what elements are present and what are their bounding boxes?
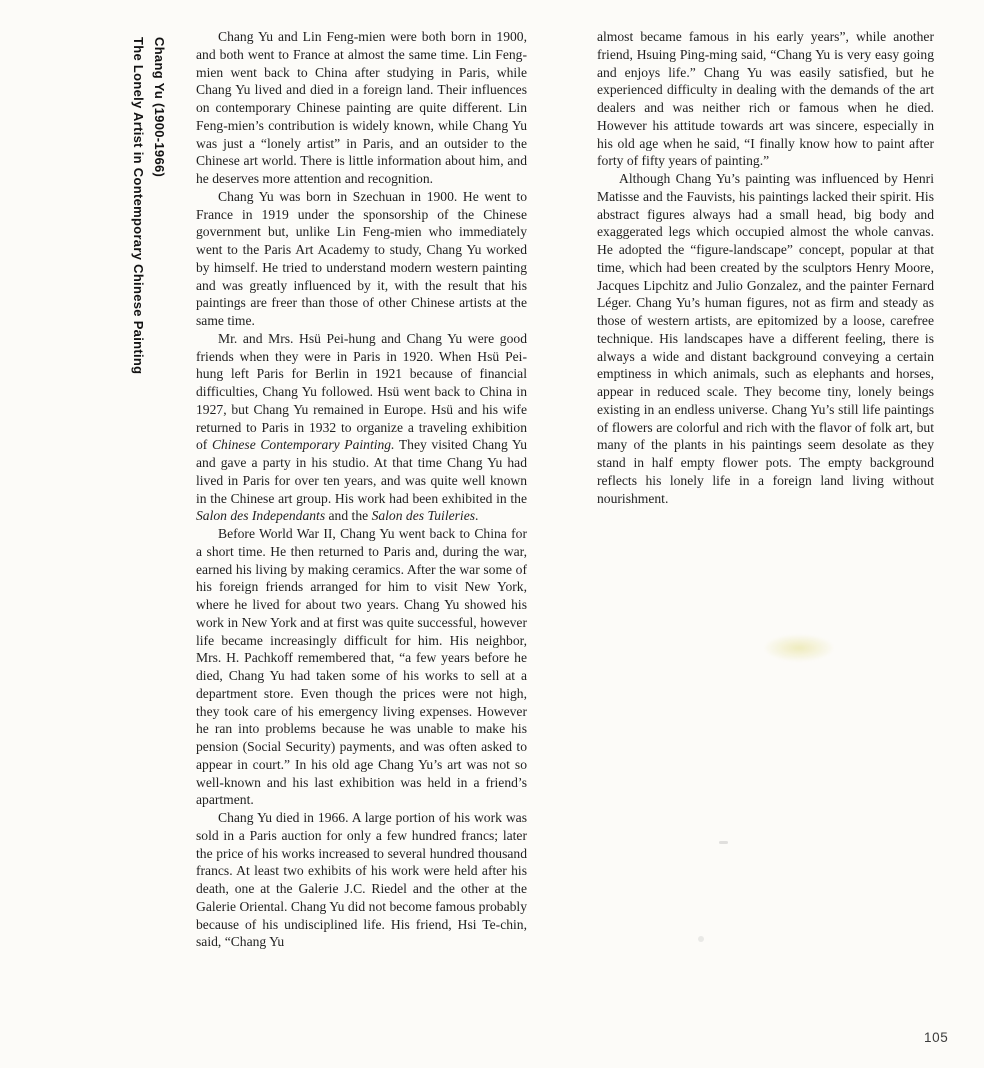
paragraph: [597, 170, 934, 507]
text-run: Before World War II, Chang Yu went back to China for a short time. He then returned to Paris and, during the war, earned his living by making ceramics. After the war some of his foreign friends arranged for him to visit New York, where he lived for about two years. Chang Yu showed his work in New York and at first was quite successful, however life became increasingly difficult for him. His neighbor, Mrs. H. Pachkoff remembered that, “a few years before he died, Chang Yu had taken some of his works to sell at a department store. Even though the prices were not high, they took care of his emergency living expenses. However he ran into problems because he was unable to make his pension (Social Security) payments, and was often asked to appear in court.” In his old age Chang Yu’s art was not so well-known and his last exhibition was held in a friend’s apartment.: [196, 526, 527, 808]
italic-text-run: Chinese Contemporary Painting.: [211, 437, 395, 453]
paragraph: [196, 28, 527, 188]
text-run: Chang Yu died in 1966. A large portion of his work was sold in a Paris auction for only a few hundred francs; later the price of his works increased to several hundred thousand francs. At least two exhibits of his work were held after his death, one at the Galerie J.C. Riedel and the other at the Galerie Oriental. Chang Yu did not become famous probably because of his undisciplined life. His friend, Hsi Te-chin, said, “Chang Yu: [196, 810, 527, 950]
text-run: almost became famous in his early years”, while another friend, Hsuing Ping-ming said, “Chang Yu is very easy going and enjoys life.” Chang Yu was easily satisfied, but he experienced difficulty in dealing with the demands of the art dealers and was neither rich or famous when he died. However his attitude towards art was sincere, especially in his old age when he said, “I finally know how to paint after forty of fifty years of painting.”: [597, 29, 934, 169]
text-column-right: [597, 28, 934, 507]
text-run: They visited Chang Yu and gave a party in his studio. At that time Chang Yu had lived in Paris for over ten years, and was quite well known in the Chinese art group. His work had been exhibited in the: [196, 437, 527, 506]
text-run: .: [475, 508, 479, 524]
text-column-left: [196, 28, 527, 951]
text-run: Chang Yu and Lin Feng-mien were both born in 1900, and both went to France at almost the same time. Lin Feng-mien went back to China after studying in Paris, while Chang Yu lived and died in a foreign land. Their influences on contemporary Chinese painting are quite different. Lin Feng-mien’s contribution is widely known, while Chang Yu was just a “lonely artist” in Paris, and an outsider to the Chinese art world. There is little information about him, and he deserves more attention and recognition.: [196, 29, 527, 186]
text-run: and the: [325, 508, 372, 524]
text-run: Mr. and Mrs. Hsü Pei-hung and Chang Yu were good friends when they were in Paris in 1920. When Hsü Pei-hung left Paris for Berlin in 1921 because of financial difficulties, Chang Yu followed. Hsü went back to China in 1927, but Chang Yu remained in Europe. Hsü and his wife returned to Paris in 1932 to organize a traveling exhibition of: [196, 330, 527, 453]
page-number: 105: [924, 1030, 949, 1045]
text-run: Chang Yu was born in Szechuan in 1900. He went to France in 1919 under the sponsorship of the Chinese government but, unlike Lin Feng-mien who immediately went to the Paris Art Academy to study, Chang Yu worked by himself. He tried to understand modern western painting and was greatly influenced by it, with the result that his paintings are freer than those of other Chinese artists at the same time.: [196, 188, 527, 328]
scan-speck-artifact: [698, 936, 704, 942]
vertical-title: [128, 37, 170, 374]
paragraph: [196, 330, 527, 525]
paragraph: [196, 809, 527, 951]
vertical-title-line-2: The Lonely Artist in Contemporary Chinese Painting: [131, 37, 146, 375]
italic-text-run: Salon des Independants: [196, 508, 326, 524]
scan-speck-artifact: [719, 841, 728, 844]
paragraph: [196, 525, 527, 809]
scan-smudge-artifact: [763, 634, 835, 662]
paragraph: [196, 188, 527, 330]
text-run: Although Chang Yu’s painting was influenced by Henri Matisse and the Fauvists, his paintings lacked their spirit. His abstract figures always had a small head, big body and exaggerated legs which occupied almost the whole canvas. He adopted the “figure-landscape” concept, popular at that time, which had been created by the sculptors Henry Moore, Jacques Lipchitz and Julio Gonzalez, and the painter Fernard Léger. Chang Yu’s human figures, not as firm and steady as those of western artists, are epitomized by a loose, carefree technique. His landscapes have a different feeling, there is always a wide and distant background conveying a certain emptiness in which animals, such as elephants and horses, appear in reduced scale. They become tiny, lonely beings existing in an endless universe. Chang Yu’s still life paintings of flowers are colorful and rich with the flavor of folk art, but many of the plants in his paintings seem desolate as they stand in half empty flower pots. The empty background reflects his lonely life in a foreign land living without nourishment.: [597, 171, 934, 506]
italic-text-run: Salon des Tuileries: [371, 508, 476, 524]
paragraph: [597, 28, 934, 170]
vertical-title-line-1: Chang Yu (1900-1966): [152, 37, 167, 178]
